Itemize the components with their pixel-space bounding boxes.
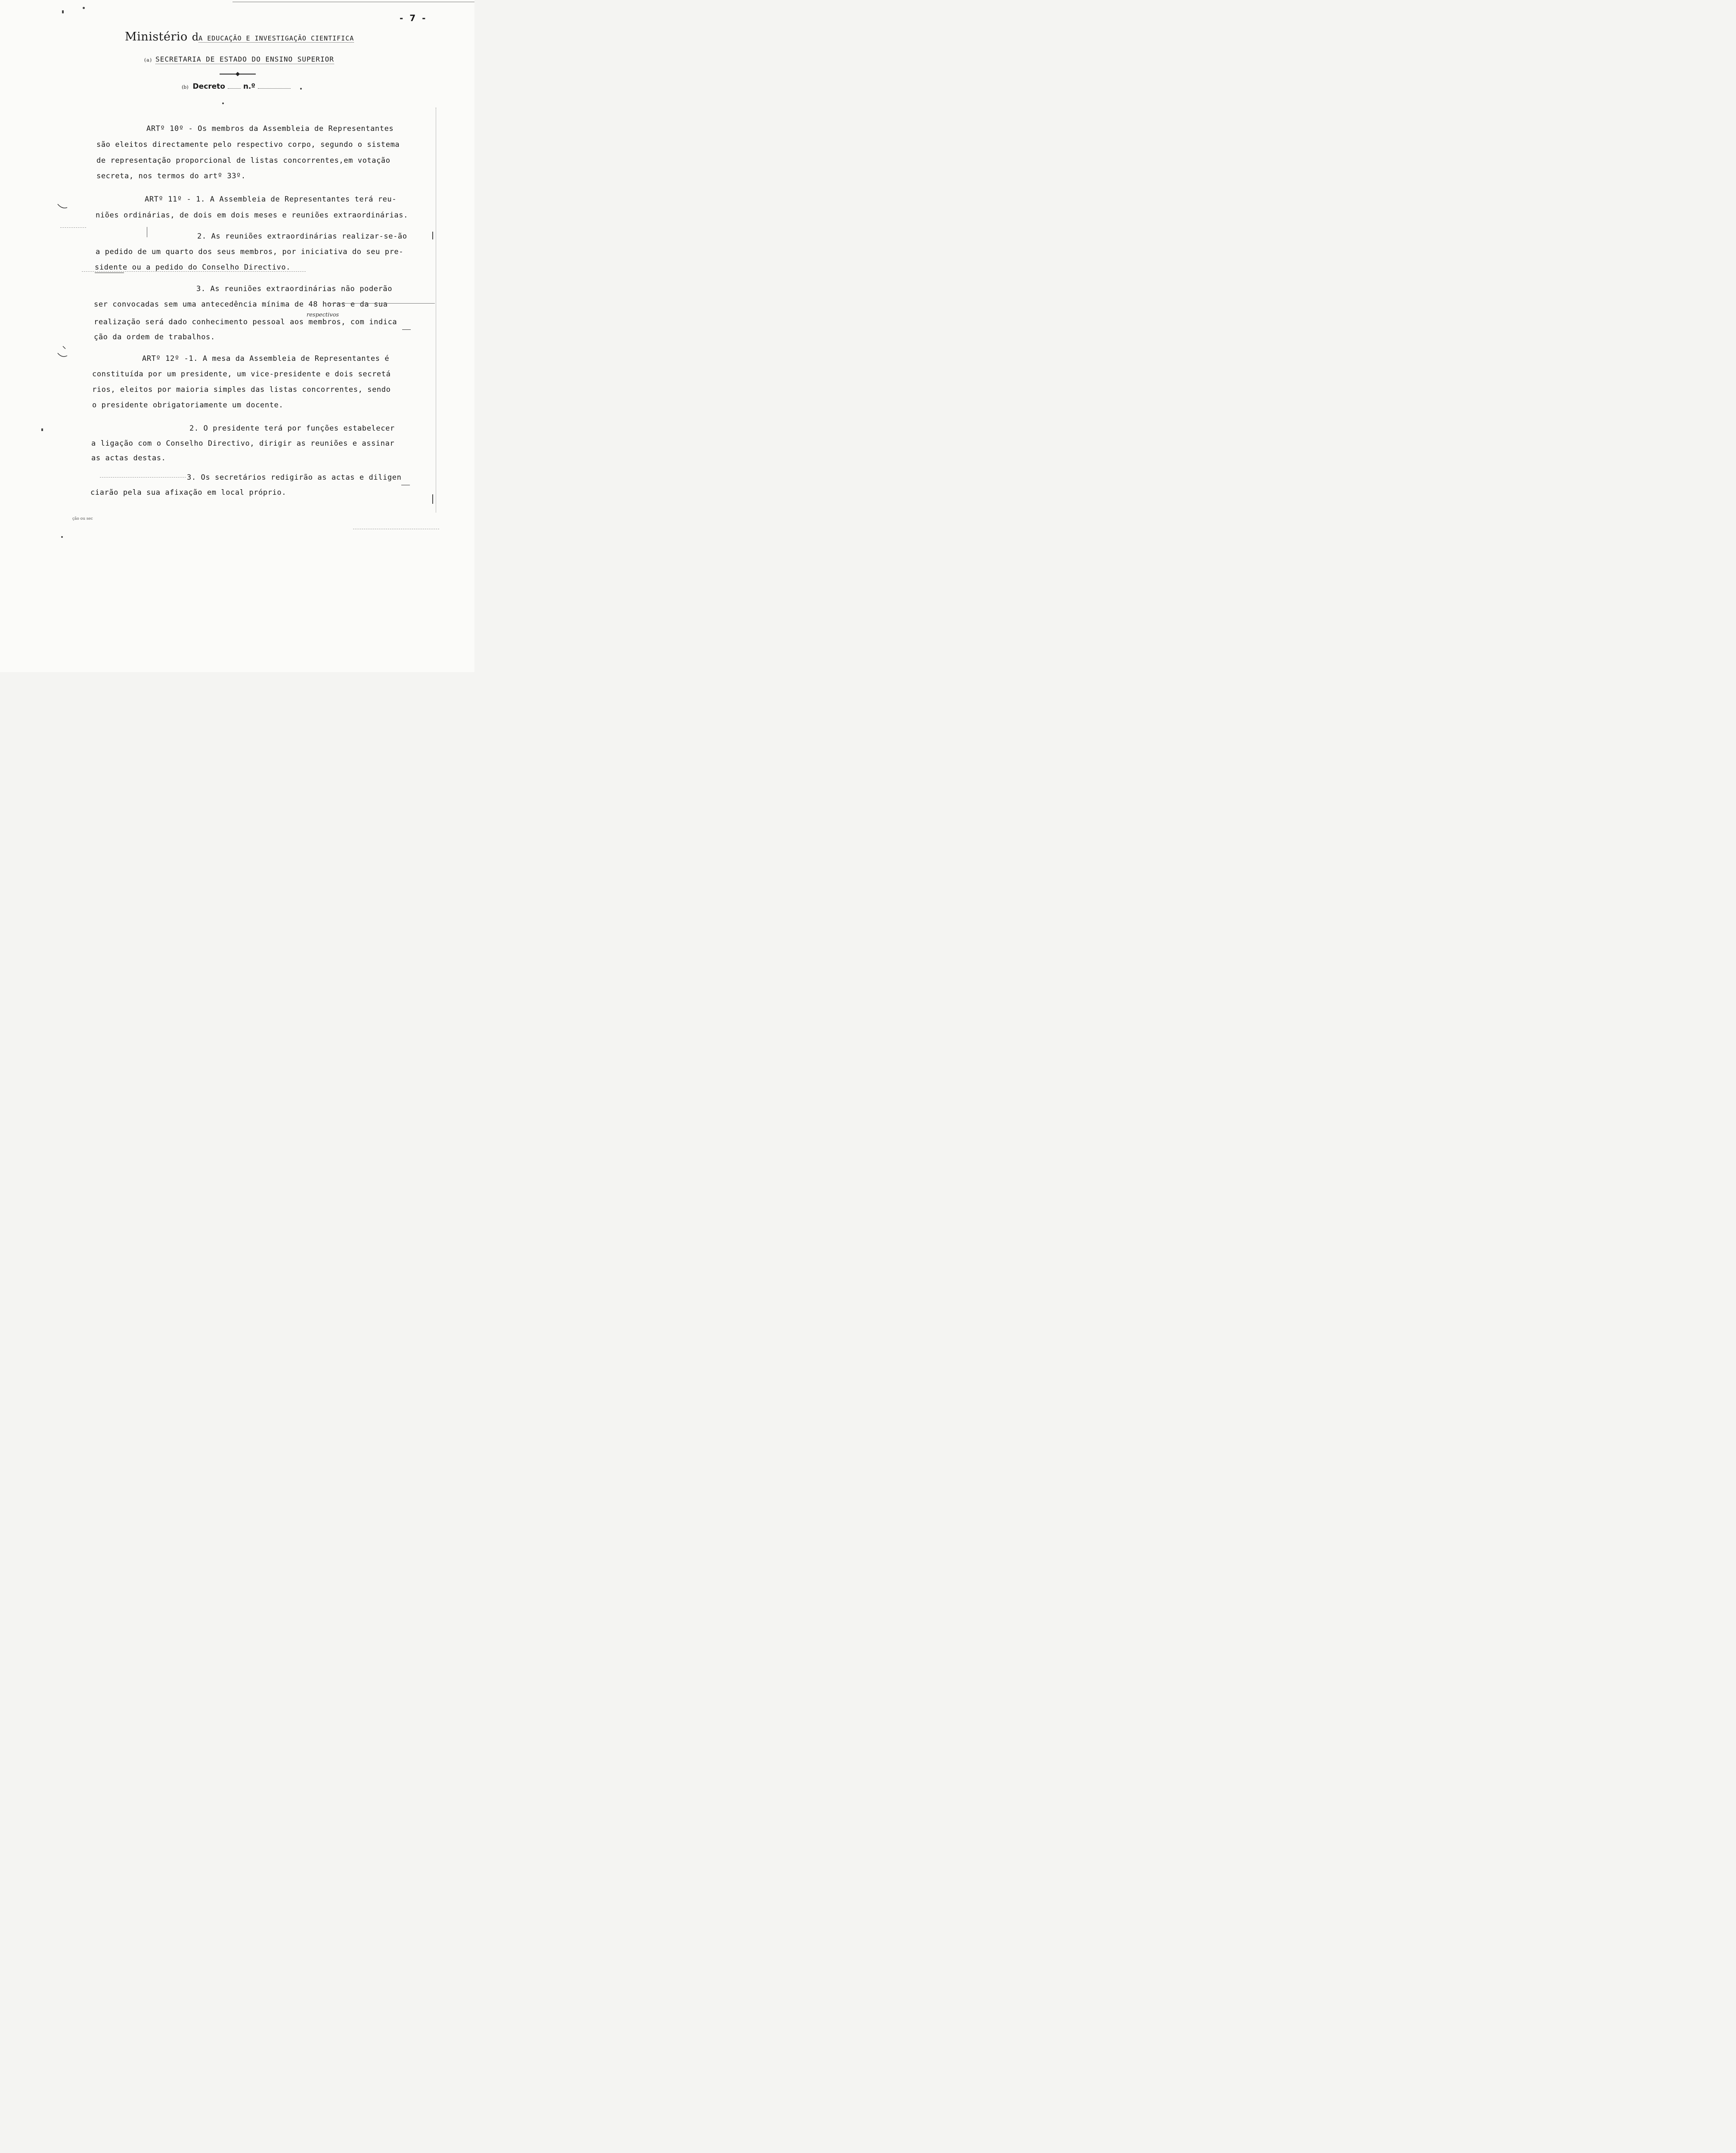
art11-line-3: 2. As reuniões extraordinárias realizar-se-ão xyxy=(197,232,407,241)
art11-line-8: realização será dado conhecimento pessoal aos membros, com indica xyxy=(94,318,397,326)
speck xyxy=(41,428,43,431)
decreto-marker: (b) xyxy=(182,84,189,90)
art11-line-1: ARTº 11º - 1. A Assembleia de Representantes terá reu- xyxy=(145,195,397,204)
ministry-heading xyxy=(125,30,354,43)
secretaria-name: SECRETARIA DE ESTADO DO ENSINO SUPERIOR xyxy=(155,55,334,63)
bracket-mark-icon-2 xyxy=(57,344,68,359)
dashed-rule-3 xyxy=(60,227,86,228)
art12-line-1: ARTº 12º -1. A mesa da Assembleia de Representantes é xyxy=(142,354,390,363)
decreto-label: Decreto xyxy=(192,82,225,91)
secretaria-marker: (a) xyxy=(144,57,152,63)
dashed-rule-2 xyxy=(100,477,186,478)
document-page xyxy=(0,0,474,672)
speck xyxy=(61,536,63,538)
secretaria-line xyxy=(144,55,334,63)
art12-line-4: o presidente obrigatoriamente um docente. xyxy=(92,401,284,410)
ministry-d: d xyxy=(192,31,199,43)
art11-line-5: sidente ou a pedido do Conselho Directivo. xyxy=(95,263,291,272)
art12-line-7: as actas destas. xyxy=(91,454,166,462)
edge-rule xyxy=(327,303,435,304)
dashed-rule-1 xyxy=(82,271,306,272)
art12-line-5: 2. O presidente terá por funções estabelecer xyxy=(189,424,395,433)
art12-line-6: a ligação com o Conselho Directivo, dirigir as reuniões e assinar xyxy=(91,439,395,448)
decreto-number-label: n.º xyxy=(243,82,255,91)
page-number: - 7 - xyxy=(400,13,428,23)
art12-line-3: rios, eleitos por maioria simples das listas concorrentes, sendo xyxy=(92,385,391,394)
speck xyxy=(432,494,433,504)
speck xyxy=(83,7,85,9)
art11-line-4: a pedido de um quarto dos seus membros, por iniciativa do seu pre- xyxy=(96,248,404,256)
art11-line-2: niões ordinárias, de dois em dois meses e reuniões extraordinárias. xyxy=(96,211,408,220)
art12-line-8: 3. Os secretários redigirão as actas e diligen xyxy=(187,473,402,482)
art10-line-2: são eleitos directamente pelo respectivo corpo, segundo o sistema xyxy=(96,140,400,149)
bracket-mark-icon xyxy=(57,202,68,211)
speck xyxy=(432,232,433,239)
speck xyxy=(222,102,224,104)
art12-line-9: ciarão pela sua afixação em local próprio. xyxy=(90,488,287,497)
ministry-script: Ministério xyxy=(125,30,188,43)
art11-line-6: 3. As reuniões extraordinárias não poderão xyxy=(196,285,393,293)
decreto-number-blank xyxy=(258,82,291,89)
art10-line-1: ARTº 10º - Os membros da Assembleia de Representantes xyxy=(146,124,394,133)
handwritten-insert: respectivos xyxy=(307,312,339,318)
decreto-blank xyxy=(228,82,241,89)
speck xyxy=(62,10,64,13)
art11-line-7: ser convocadas sem uma antecedência mínima de 48 horas e da sua xyxy=(94,300,388,309)
ministry-typed: A EDUCAÇÃO E INVESTIGAÇÃO CIENTIFICA xyxy=(198,34,354,42)
speck xyxy=(300,88,302,90)
art12-line-2: constituída por um presidente, um vice-presidente e dois secretá xyxy=(92,370,391,378)
footer-fragment: ção ou sec xyxy=(72,517,93,521)
art10-line-4: secreta, nos termos do artº 33º. xyxy=(96,172,246,180)
underline-indica xyxy=(402,329,411,330)
ornament-divider-icon xyxy=(220,71,256,77)
decreto-line xyxy=(182,82,291,91)
art10-line-3: de representação proporcional de listas concorrentes,em votação xyxy=(96,156,391,165)
art11-line-9: ção da ordem de trabalhos. xyxy=(94,333,215,341)
